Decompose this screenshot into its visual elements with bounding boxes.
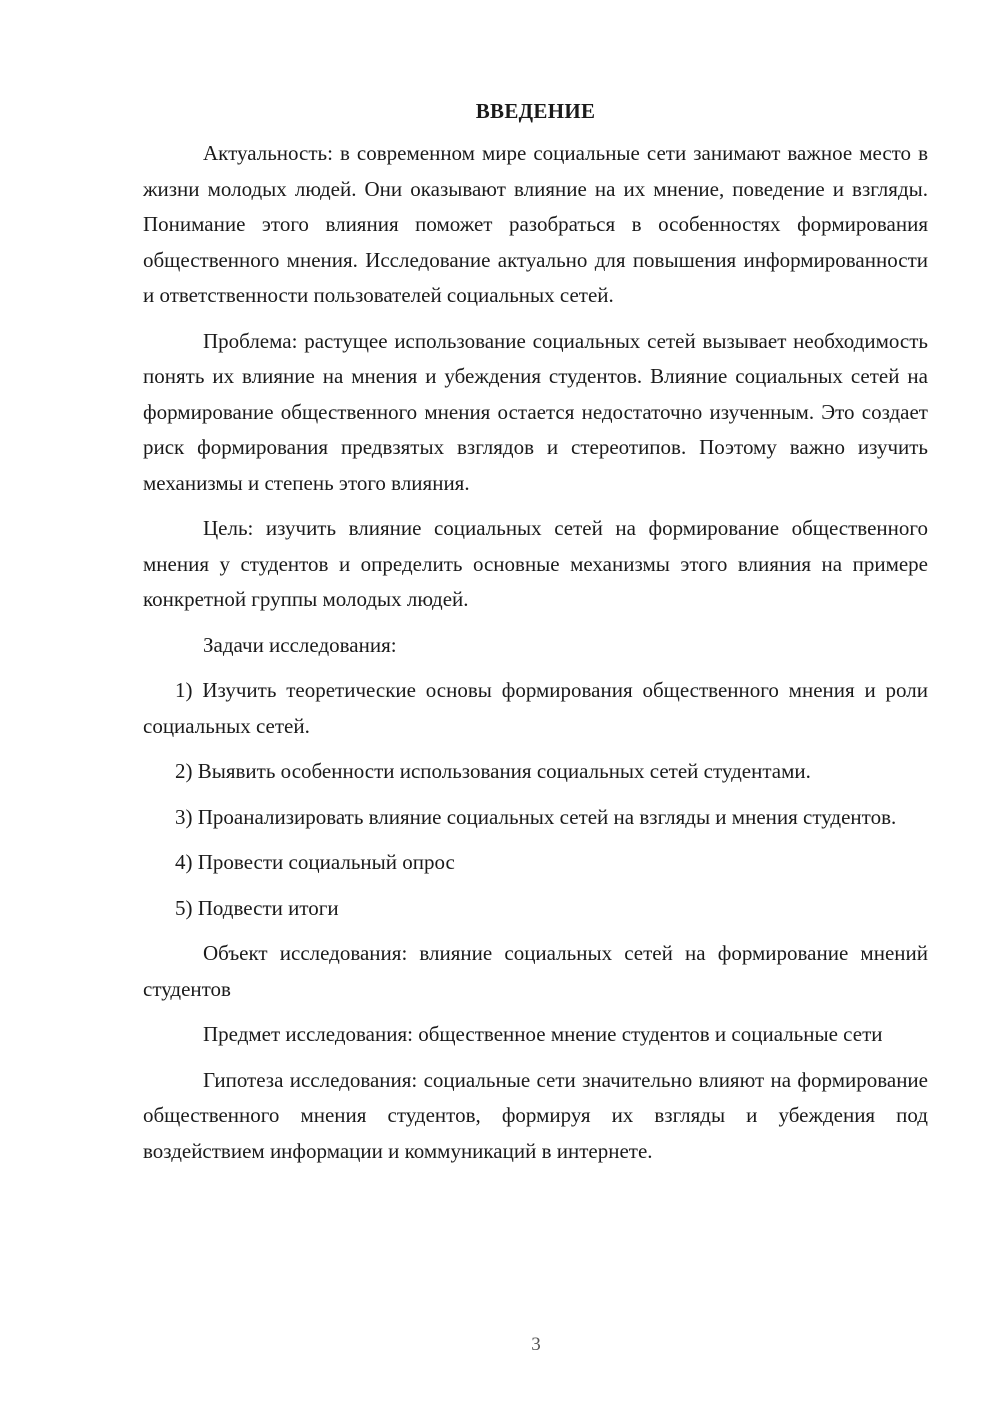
task-item-4: 4) Провести социальный опрос [175, 850, 455, 874]
task-item-1: 1) Изучить теоретические основы формирования общественного мнения и роли социальных сетей. [143, 678, 928, 738]
page-number: 3 [531, 1334, 541, 1355]
tasks-heading: Задачи исследования: [203, 632, 397, 657]
task-item-3: 3) Проанализировать влияние социальных сетей на взгляды и мнения студентов. [175, 804, 897, 829]
paragraph-goal: Цель: изучить влияние социальных сетей на формирование общественного мнения у студентов и определить основные механизмы этого влияния на примере конкретной группы молодых людей. [143, 516, 928, 611]
task-item-5: 5) Подвести итоги [175, 895, 339, 920]
paragraph-hypothesis: Гипотеза исследования: социальные сети значительно влияют на формирование общественного мнения студентов, формируя их взгляды и убеждения под воздействием информации и коммуникаций в интернете. [143, 1067, 928, 1163]
document-page [143, 96, 928, 1169]
section-title: ВВЕДЕНИЕ [475, 99, 596, 123]
paragraph-relevance: Актуальность: в современном мире социальные сети занимают важное место в жизни молодых людей. Они оказывают влияние на их мнение, поведение и взгляды. Понимание этого влияния поможет разобраться в особенностях формирования общественного мнения. Исследование актуально для повышения информированности и ответственности пользователей социальных сетей. [143, 141, 928, 307]
paragraph-subject: Предмет исследования: общественное мнение студентов и социальные сети [203, 1022, 883, 1046]
paragraph-problem: Проблема: растущее использование социальных сетей вызывает необходимость понять их влияние на мнения и убеждения студентов. Влияние социальных сетей на формирование общественного мнения остается недостаточно изученным. Это создает риск формирования предвзятых взглядов и стереотипов. Поэтому важно изучить механизмы и степень этого влияния. [143, 328, 928, 495]
paragraph-object: Объект исследования: влияние социальных сетей на формирование мнений студентов [143, 941, 928, 1001]
task-item-2: 2) Выявить особенности использования социальных сетей студентами. [175, 759, 811, 783]
